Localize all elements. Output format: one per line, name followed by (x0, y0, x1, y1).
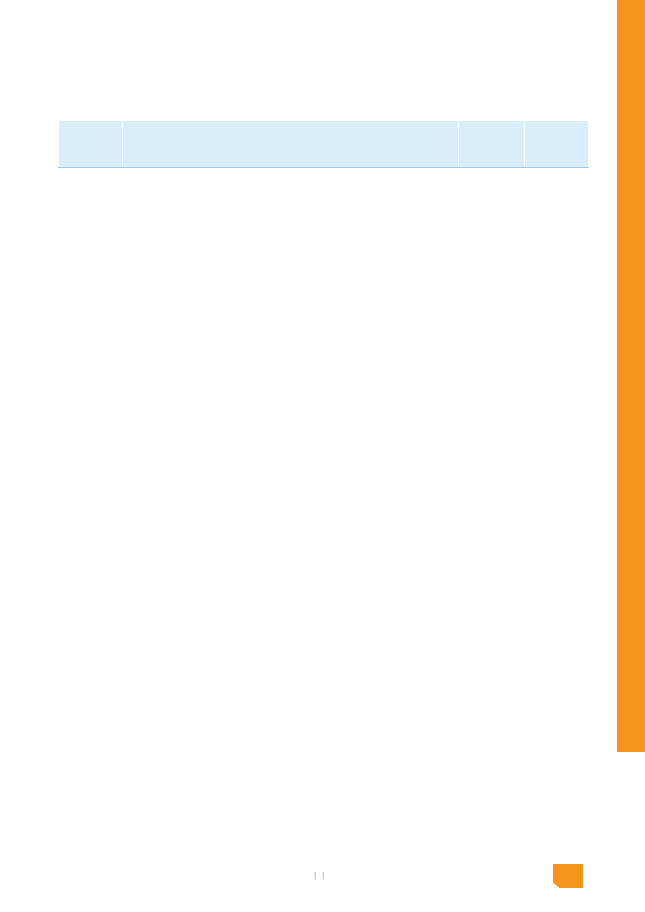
column-header-ltp-2024-25 (59, 121, 123, 168)
side-band (617, 0, 645, 912)
column-header-ltp-2025-26 (459, 121, 525, 168)
footer-separator: | (314, 871, 317, 880)
footer-separator: | (322, 871, 325, 880)
funding-impact-table (58, 120, 589, 168)
footer (311, 871, 327, 880)
column-header-ap-2025-26 (525, 121, 589, 168)
table-header-row (59, 121, 589, 168)
section-tab-label-wrap (617, 50, 645, 170)
page-number-badge (553, 864, 583, 888)
section-tab[interactable] (617, 0, 645, 752)
column-header-description (123, 121, 459, 168)
